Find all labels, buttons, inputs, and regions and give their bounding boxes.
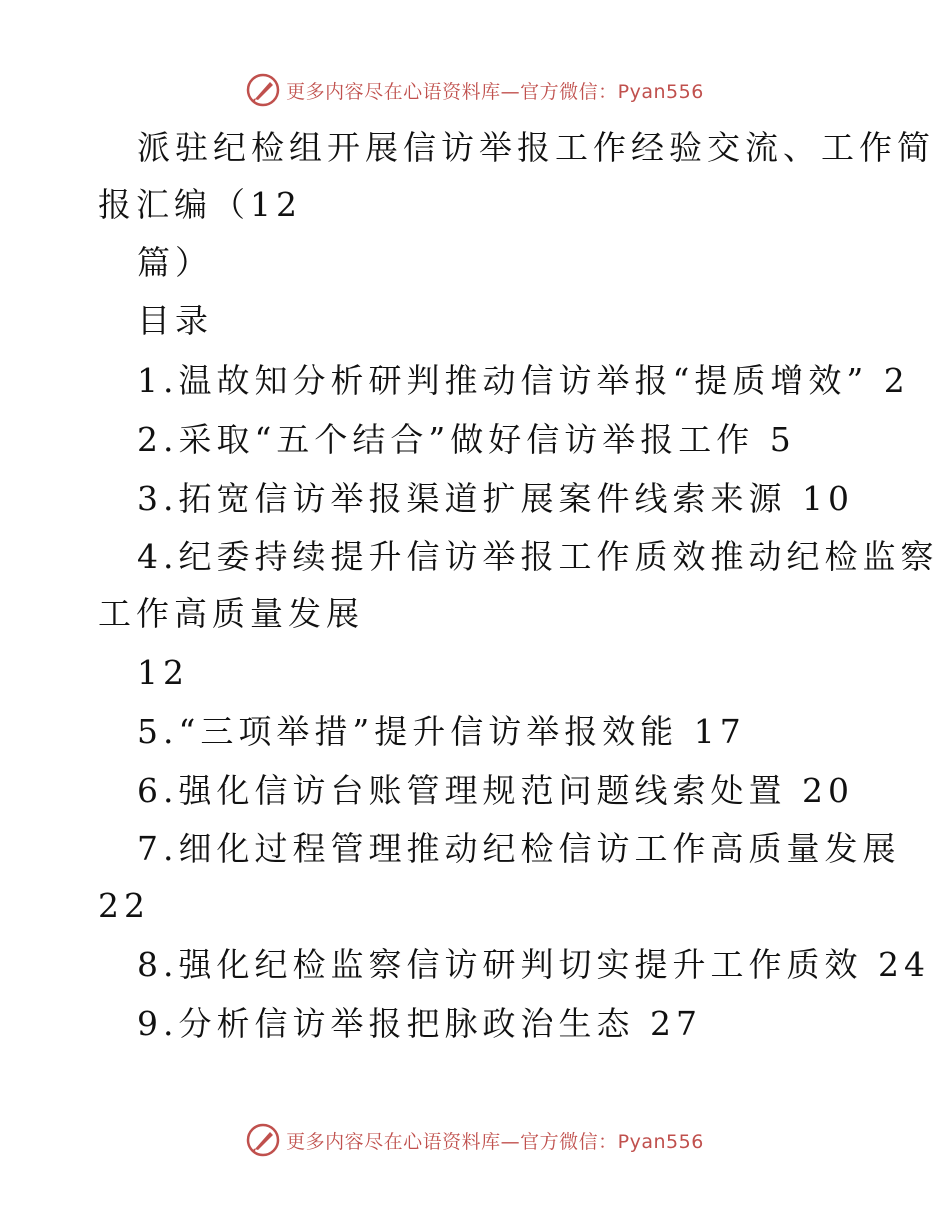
document-title-line-1: 派驻纪检组开展信访举报工作经验交流、工作简: [137, 128, 935, 167]
document-title-line-2: 报汇编（12: [98, 185, 302, 224]
document-title-line-3: 篇）: [137, 243, 213, 282]
toc-entry: 5.“三项举措”提升信访举报效能 17: [137, 712, 746, 751]
watermark-text: 更多内容尽在心语资料库—官方微信：Pyan556: [286, 1130, 704, 1153]
toc-heading: 目录: [137, 301, 213, 340]
toc-entry: 3.拓宽信访举报渠道扩展案件线索来源 10: [137, 479, 854, 518]
toc-entry-page-number: 12: [137, 653, 189, 692]
toc-entry: 1.温故知分析研判推动信访举报“提质增效” 2: [137, 361, 910, 400]
toc-entry-page-number: 22: [98, 886, 150, 925]
watermark-text: 更多内容尽在心语资料库—官方微信：Pyan556: [286, 80, 704, 103]
header-watermark: [0, 70, 950, 110]
footer-watermark: [0, 1120, 950, 1160]
toc-entry: 6.强化信访台账管理规范问题线索处置 20: [137, 771, 854, 810]
quill-logo-icon: [246, 73, 280, 107]
toc-entry: 工作高质量发展: [98, 594, 364, 633]
toc-entry: 2.采取“五个结合”做好信访举报工作 5: [137, 420, 796, 459]
toc-entry: 8.强化纪检监察信访研判切实提升工作质效 24: [137, 945, 930, 984]
toc-entry: 7.细化过程管理推动纪检信访工作高质量发展: [137, 829, 901, 868]
toc-entry: 9.分析信访举报把脉政治生态 27: [137, 1004, 702, 1043]
toc-entry: 4.纪委持续提升信访举报工作质效推动纪检监察: [137, 537, 939, 576]
quill-logo-icon: [246, 1123, 280, 1157]
